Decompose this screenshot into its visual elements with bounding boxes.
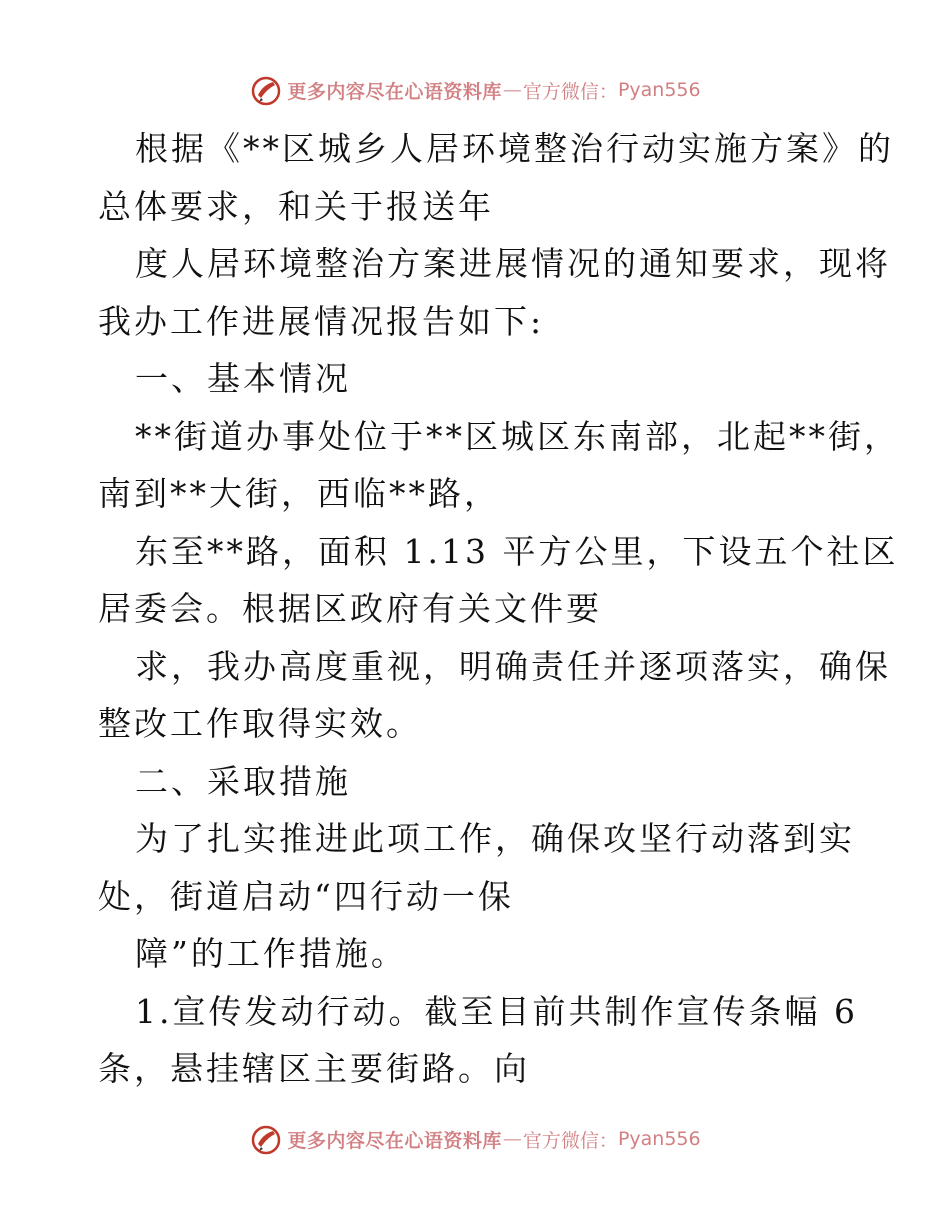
text-line: 总体要求，和关于报送年 — [98, 186, 494, 226]
watermark-separator: — — [502, 79, 522, 101]
section-heading: 一、基本情况 — [135, 359, 351, 398]
text-line: 居委会。根据区政府有关文件要 — [98, 589, 602, 628]
watermark-brand: 更多内容尽在心语资料库 — [287, 80, 502, 103]
text-line: 我办工作进展情况报告如下: — [98, 301, 545, 341]
pen-logo-icon — [249, 1122, 283, 1156]
text-line: 1.宣传发动行动。截至目前共制作宣传条幅 6 — [135, 991, 858, 1031]
pen-logo-icon — [249, 73, 283, 107]
watermark-footer — [0, 1119, 950, 1159]
text-line: 处，街道启动“四行动一保 — [98, 876, 514, 916]
text-line: 东至**路，面积 1.13 平方公里，下设五个社区 — [135, 531, 899, 571]
text-line: 整改工作取得实效。 — [98, 704, 422, 743]
text-line: 根据《**区城乡人居环境整治行动实施方案》的 — [135, 129, 894, 168]
watermark-header — [0, 70, 950, 110]
watermark-separator: — — [502, 1128, 522, 1150]
watermark-wechat-id: Pyan556 — [617, 79, 701, 101]
text-line: 南到**大街，西临**路， — [98, 474, 500, 513]
watermark-wechat-label: 官方微信： — [522, 1129, 618, 1152]
text-line: 条，悬挂辖区主要街路。向 — [98, 1049, 530, 1088]
text-line: 求，我办高度重视，明确责任并逐项落实，确保 — [135, 646, 891, 686]
text-line: 为了扎实推进此项工作，确保攻坚行动落到实 — [135, 819, 855, 858]
text-line: **街道办事处位于**区城区东南部，北起**街， — [135, 416, 900, 456]
section-heading: 二、采取措施 — [135, 761, 351, 801]
watermark-wechat-label: 官方微信： — [522, 80, 618, 103]
text-line: 度人居环境整治方案进展情况的通知要求，现将 — [135, 244, 891, 283]
watermark-brand: 更多内容尽在心语资料库 — [287, 1129, 502, 1152]
text-line: 障”的工作措施。 — [135, 934, 407, 973]
document-body — [98, 120, 900, 1098]
watermark-wechat-id: Pyan556 — [617, 1128, 701, 1150]
